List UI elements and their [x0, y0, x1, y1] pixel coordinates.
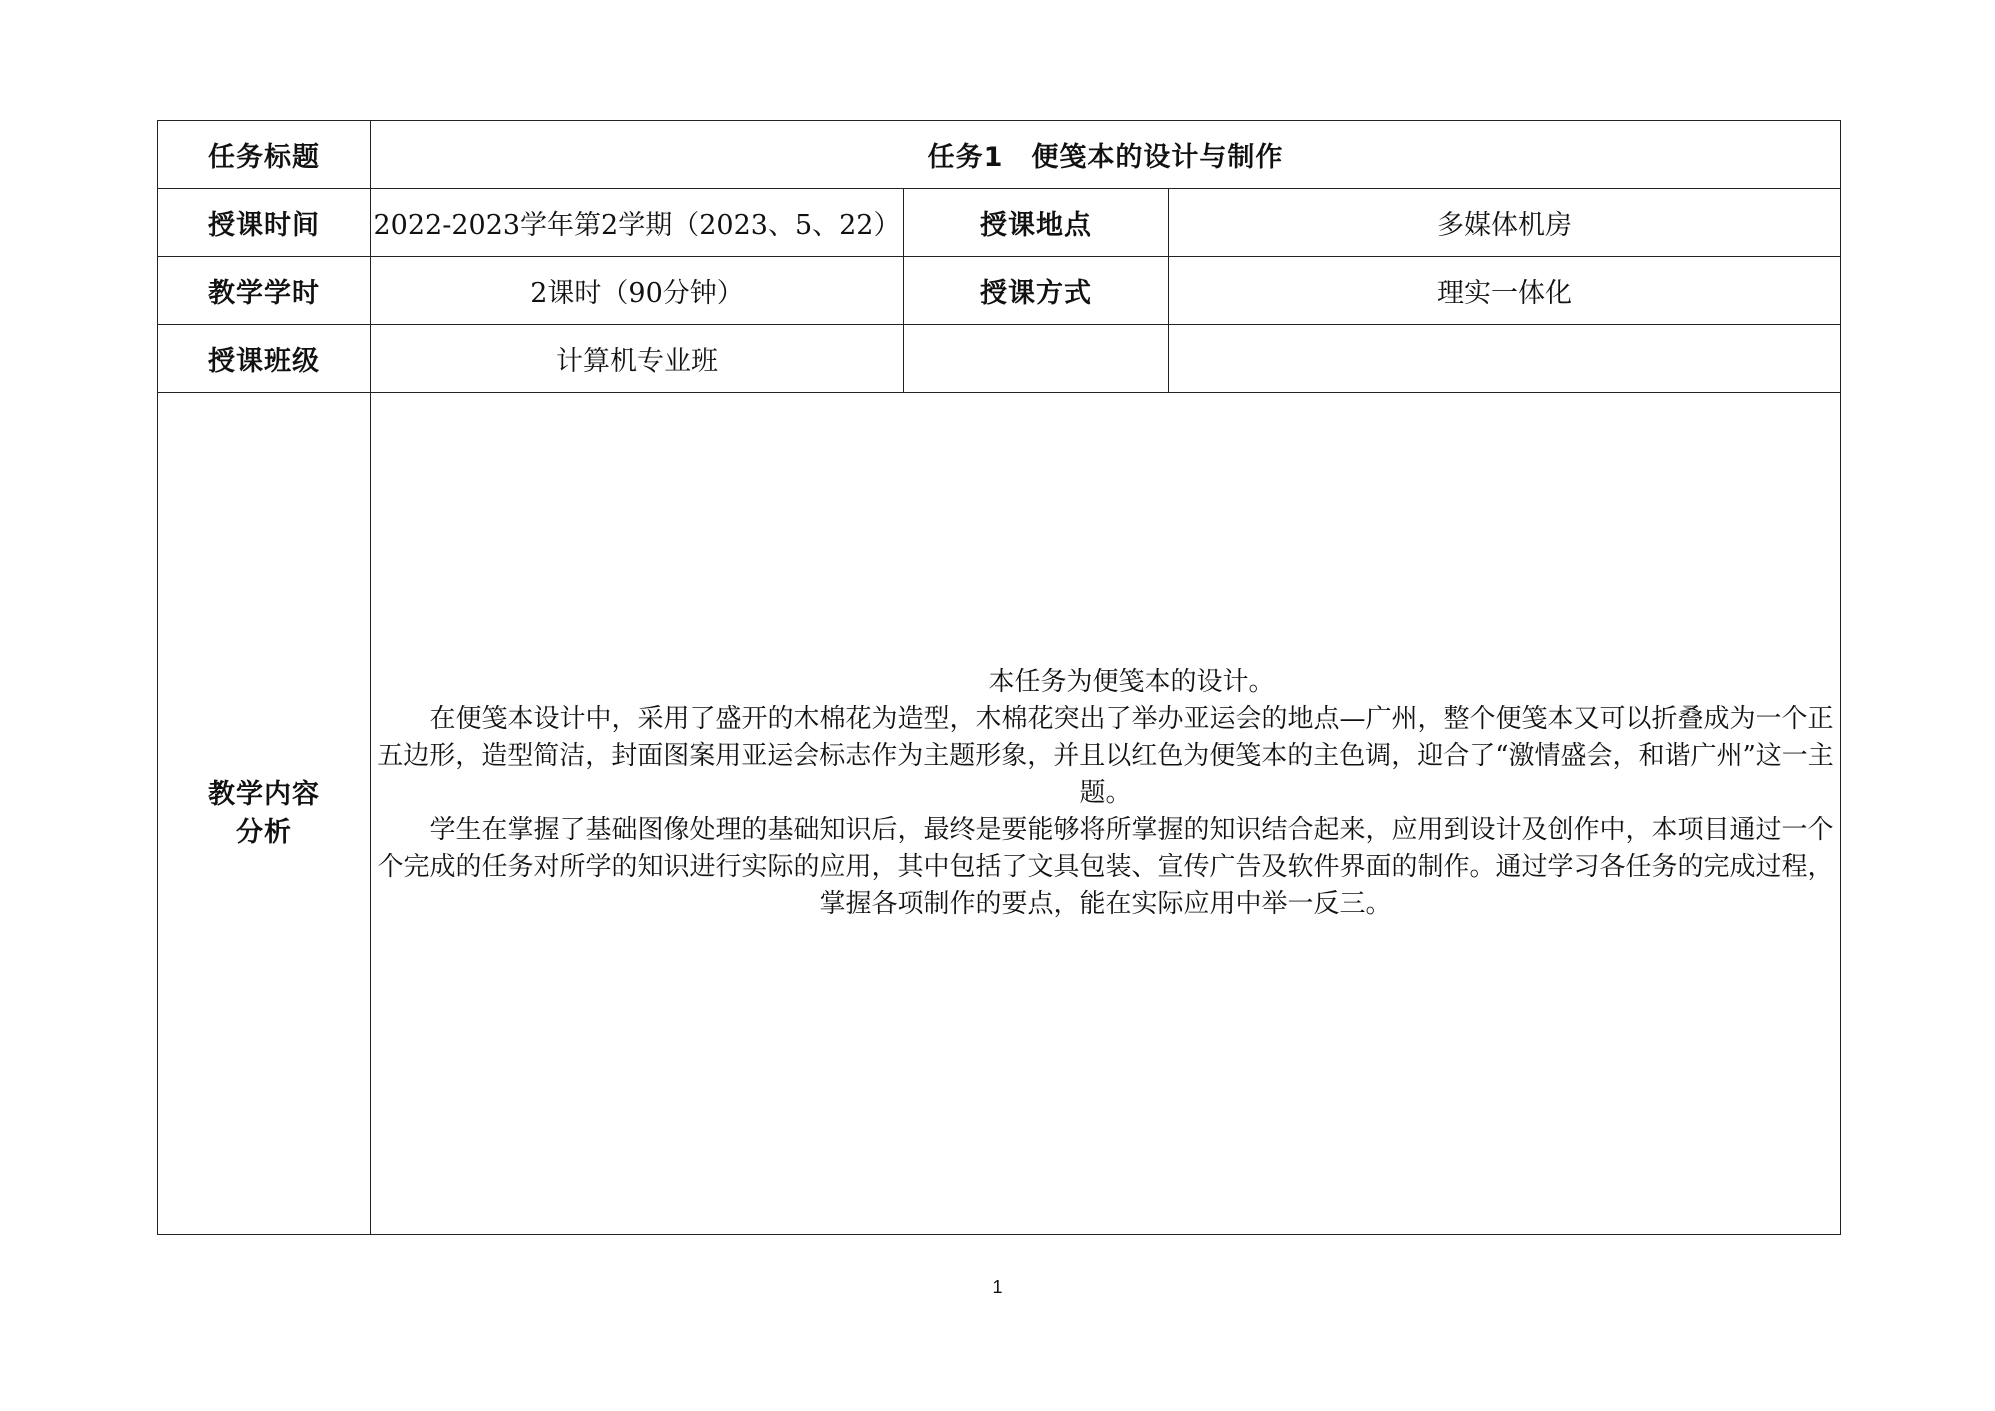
analysis-paragraph: 本任务为便笺本的设计。 — [988, 667, 1275, 697]
class-row — [158, 325, 1841, 393]
lesson-plan-table — [157, 120, 1841, 1235]
analysis-paragraph: 学生在掌握了基础图像处理的基础知识后，最终是要能够将所掌握的知识结合起来，应用到设计及创作中，本项目通过一个个完成的任务对所学的知识进行实际的应用，其中包括了文具包装、宣传广告及软件界面的制作。通过学习各任务的完成过程，掌握各项制作的要点，能在实际应用中举一反三。 — [377, 815, 1834, 919]
empty-cell — [904, 325, 1169, 393]
analysis-row — [158, 393, 1841, 1235]
page-number: 1 — [992, 1277, 1003, 1297]
analysis-label — [158, 393, 371, 1235]
analysis-paragraph: 在便笺本设计中，采用了盛开的木棉花为造型，木棉花突出了举办亚运会的地点—广州，整个便笺本又可以折叠成为一个正五边形，造型简洁，封面图案用亚运会标志作为主题形象，并且以红色为便笺本的主色调，迎合了“激情盛会，和谐广州”这一主题。 — [377, 704, 1834, 808]
task-title-value: 任务1 便笺本的设计与制作 — [371, 121, 1841, 189]
task-title-label: 任务标题 — [158, 121, 371, 189]
location-label: 授课地点 — [904, 189, 1169, 257]
method-label: 授课方式 — [904, 257, 1169, 325]
analysis-text — [371, 664, 1840, 963]
analysis-content — [371, 393, 1841, 1235]
hours-label: 教学学时 — [158, 257, 371, 325]
hours-value: 2课时（90分钟） — [371, 257, 904, 325]
time-label: 授课时间 — [158, 189, 371, 257]
time-value: 2022-2023学年第2学期（2023、5、22） — [371, 189, 904, 257]
hours-row — [158, 257, 1841, 325]
time-row — [158, 189, 1841, 257]
analysis-label-line1: 教学内容 — [208, 778, 320, 810]
analysis-label-line2: 分析 — [236, 816, 292, 848]
task-title-row — [158, 121, 1841, 189]
class-value: 计算机专业班 — [371, 325, 904, 393]
empty-cell — [1169, 325, 1841, 393]
location-value: 多媒体机房 — [1169, 189, 1841, 257]
method-value: 理实一体化 — [1169, 257, 1841, 325]
class-label: 授课班级 — [158, 325, 371, 393]
